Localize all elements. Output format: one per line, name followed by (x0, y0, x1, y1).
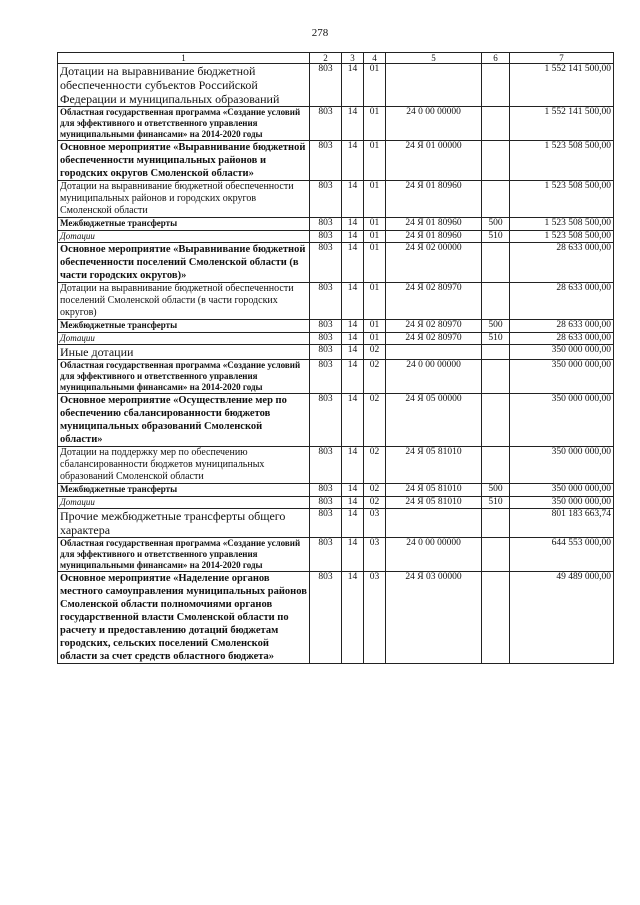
row-section-code: 14 (342, 360, 364, 394)
row-section-code: 14 (342, 496, 364, 509)
row-expense-type: 500 (482, 320, 510, 333)
page-number: 278 (311, 27, 329, 39)
table-row (58, 141, 614, 181)
row-name: Основное мероприятие «Выравнивание бюджетной обеспеченности муниципальных районов и городских округов Смоленской области» (58, 141, 310, 181)
row-administrator-code: 803 (310, 64, 342, 107)
row-section-code: 14 (342, 572, 364, 664)
row-target-code: 24 Я 01 00000 (386, 141, 482, 181)
row-name: Межбюджетные трансферты (58, 484, 310, 497)
row-administrator-code: 803 (310, 345, 342, 360)
row-amount: 1 523 508 500,00 (510, 230, 614, 243)
row-expense-type (482, 107, 510, 141)
row-target-code: 24 Я 01 80960 (386, 230, 482, 243)
row-expense-type: 510 (482, 230, 510, 243)
header-col-6: 6 (482, 53, 510, 64)
row-target-code: 24 Я 02 00000 (386, 243, 482, 283)
row-target-code: 24 Я 05 00000 (386, 394, 482, 447)
row-name: Дотации на поддержку мер по обеспечению сбалансированности бюджетов муниципальных образований Смоленской области (58, 447, 310, 484)
row-amount: 644 553 000,00 (510, 538, 614, 572)
row-target-code: 24 Я 03 00000 (386, 572, 482, 664)
row-subsection-code: 03 (364, 509, 386, 538)
row-administrator-code: 803 (310, 332, 342, 345)
row-administrator-code: 803 (310, 496, 342, 509)
table-row (58, 447, 614, 484)
row-subsection-code: 01 (364, 230, 386, 243)
row-administrator-code: 803 (310, 320, 342, 333)
row-expense-type (482, 283, 510, 320)
header-col-7: 7 (510, 53, 614, 64)
table-row (58, 320, 614, 333)
header-row (58, 53, 614, 64)
budget-table (57, 52, 614, 664)
row-amount: 1 552 141 500,00 (510, 64, 614, 107)
table-row (58, 509, 614, 538)
row-name: Дотации (58, 332, 310, 345)
row-section-code: 14 (342, 230, 364, 243)
row-target-code: 24 0 00 00000 (386, 538, 482, 572)
row-name: Дотации на выравнивание бюджетной обеспеченности субъектов Российской Федерации и муниципальных образований (58, 64, 310, 107)
row-administrator-code: 803 (310, 447, 342, 484)
table-row (58, 218, 614, 231)
row-administrator-code: 803 (310, 230, 342, 243)
row-administrator-code: 803 (310, 243, 342, 283)
row-name: Областная государственная программа «Создание условий для эффективного и ответственного управления муниципальными финансами» на 2014-2020 годы (58, 360, 310, 394)
row-expense-type (482, 360, 510, 394)
row-target-code (386, 345, 482, 360)
row-section-code: 14 (342, 243, 364, 283)
row-name: Межбюджетные трансферты (58, 320, 310, 333)
row-section-code: 14 (342, 218, 364, 231)
table-row (58, 360, 614, 394)
row-expense-type (482, 572, 510, 664)
row-amount: 28 633 000,00 (510, 332, 614, 345)
row-target-code: 24 Я 02 80970 (386, 320, 482, 333)
row-section-code: 14 (342, 538, 364, 572)
table-row (58, 332, 614, 345)
row-expense-type (482, 509, 510, 538)
row-subsection-code: 02 (364, 484, 386, 497)
row-subsection-code: 03 (364, 538, 386, 572)
row-administrator-code: 803 (310, 283, 342, 320)
row-administrator-code: 803 (310, 538, 342, 572)
row-amount: 28 633 000,00 (510, 320, 614, 333)
row-section-code: 14 (342, 394, 364, 447)
row-expense-type (482, 538, 510, 572)
row-subsection-code: 01 (364, 243, 386, 283)
row-subsection-code: 01 (364, 141, 386, 181)
row-expense-type: 500 (482, 484, 510, 497)
row-expense-type: 510 (482, 332, 510, 345)
row-name: Дотации (58, 496, 310, 509)
row-subsection-code: 03 (364, 572, 386, 664)
row-section-code: 14 (342, 345, 364, 360)
table-row (58, 484, 614, 497)
row-name: Основное мероприятие «Наделение органов местного самоуправления муниципальных районов Смоленской области полномочиями органов государственной власти Смоленской области по расчету и предоставлению дотаций бюджетам городских, сельских поселений Смоленской области за счет средств областного бюджета» (58, 572, 310, 664)
row-amount: 49 489 000,00 (510, 572, 614, 664)
row-name: Иные дотации (58, 345, 310, 360)
row-amount: 801 183 663,74 (510, 509, 614, 538)
row-subsection-code: 02 (364, 345, 386, 360)
row-subsection-code: 01 (364, 332, 386, 345)
table-row (58, 394, 614, 447)
table-row (58, 181, 614, 218)
table-row (58, 572, 614, 664)
row-name: Дотации (58, 230, 310, 243)
row-name: Областная государственная программа «Создание условий для эффективного и ответственного управления муниципальными финансами» на 2014-2020 годы (58, 107, 310, 141)
row-amount: 350 000 000,00 (510, 360, 614, 394)
row-amount: 1 523 508 500,00 (510, 218, 614, 231)
row-name: Основное мероприятие «Выравнивание бюджетной обеспеченности поселений Смоленской области (в части городских округов)» (58, 243, 310, 283)
row-amount: 350 000 000,00 (510, 496, 614, 509)
table-row (58, 107, 614, 141)
row-administrator-code: 803 (310, 181, 342, 218)
row-expense-type (482, 243, 510, 283)
header-col-2: 2 (310, 53, 342, 64)
row-name: Дотации на выравнивание бюджетной обеспеченности поселений Смоленской области (в части городских округов) (58, 283, 310, 320)
row-section-code: 14 (342, 509, 364, 538)
row-subsection-code: 01 (364, 283, 386, 320)
row-target-code: 24 Я 02 80970 (386, 283, 482, 320)
row-amount: 1 552 141 500,00 (510, 107, 614, 141)
row-section-code: 14 (342, 320, 364, 333)
row-amount: 1 523 508 500,00 (510, 141, 614, 181)
row-name: Прочие межбюджетные трансферты общего характера (58, 509, 310, 538)
row-subsection-code: 01 (364, 64, 386, 107)
row-expense-type (482, 141, 510, 181)
row-section-code: 14 (342, 181, 364, 218)
row-subsection-code: 02 (364, 447, 386, 484)
row-amount: 350 000 000,00 (510, 447, 614, 484)
header-col-1: 1 (58, 53, 310, 64)
row-target-code: 24 Я 01 80960 (386, 218, 482, 231)
table-row (58, 496, 614, 509)
table-row (58, 345, 614, 360)
row-amount: 350 000 000,00 (510, 394, 614, 447)
row-target-code: 24 Я 05 81010 (386, 496, 482, 509)
row-administrator-code: 803 (310, 360, 342, 394)
row-subsection-code: 01 (364, 181, 386, 218)
row-administrator-code: 803 (310, 394, 342, 447)
row-expense-type (482, 345, 510, 360)
table-row (58, 538, 614, 572)
row-subsection-code: 01 (364, 320, 386, 333)
row-expense-type: 500 (482, 218, 510, 231)
row-section-code: 14 (342, 107, 364, 141)
row-section-code: 14 (342, 332, 364, 345)
row-amount: 350 000 000,00 (510, 345, 614, 360)
header-col-5: 5 (386, 53, 482, 64)
row-target-code: 24 Я 01 80960 (386, 181, 482, 218)
row-section-code: 14 (342, 64, 364, 107)
row-target-code: 24 0 00 00000 (386, 360, 482, 394)
row-target-code: 24 0 00 00000 (386, 107, 482, 141)
row-administrator-code: 803 (310, 572, 342, 664)
row-name: Основное мероприятие «Осуществление мер по обеспечению сбалансированности бюджетов муниципальных образований Смоленской области» (58, 394, 310, 447)
row-target-code: 24 Я 02 80970 (386, 332, 482, 345)
row-amount: 28 633 000,00 (510, 283, 614, 320)
header-col-3: 3 (342, 53, 364, 64)
row-subsection-code: 02 (364, 394, 386, 447)
row-name: Дотации на выравнивание бюджетной обеспеченности муниципальных районов и городских округов Смоленской области (58, 181, 310, 218)
row-section-code: 14 (342, 447, 364, 484)
row-target-code (386, 64, 482, 107)
row-expense-type: 510 (482, 496, 510, 509)
row-administrator-code: 803 (310, 218, 342, 231)
row-amount: 28 633 000,00 (510, 243, 614, 283)
row-subsection-code: 01 (364, 107, 386, 141)
table-row (58, 243, 614, 283)
row-administrator-code: 803 (310, 509, 342, 538)
row-administrator-code: 803 (310, 484, 342, 497)
table-row (58, 64, 614, 107)
row-subsection-code: 02 (364, 360, 386, 394)
row-section-code: 14 (342, 484, 364, 497)
row-administrator-code: 803 (310, 107, 342, 141)
row-amount: 350 000 000,00 (510, 484, 614, 497)
row-section-code: 14 (342, 141, 364, 181)
table-row (58, 230, 614, 243)
row-expense-type (482, 447, 510, 484)
header-col-4: 4 (364, 53, 386, 64)
row-subsection-code: 02 (364, 496, 386, 509)
row-expense-type (482, 64, 510, 107)
row-name: Межбюджетные трансферты (58, 218, 310, 231)
row-target-code: 24 Я 05 81010 (386, 484, 482, 497)
row-section-code: 14 (342, 283, 364, 320)
row-expense-type (482, 181, 510, 218)
row-administrator-code: 803 (310, 141, 342, 181)
row-target-code (386, 509, 482, 538)
row-target-code: 24 Я 05 81010 (386, 447, 482, 484)
table-row (58, 283, 614, 320)
row-expense-type (482, 394, 510, 447)
row-amount: 1 523 508 500,00 (510, 181, 614, 218)
row-subsection-code: 01 (364, 218, 386, 231)
row-name: Областная государственная программа «Создание условий для эффективного и ответственного управления муниципальными финансами» на 2014-2020 годы (58, 538, 310, 572)
